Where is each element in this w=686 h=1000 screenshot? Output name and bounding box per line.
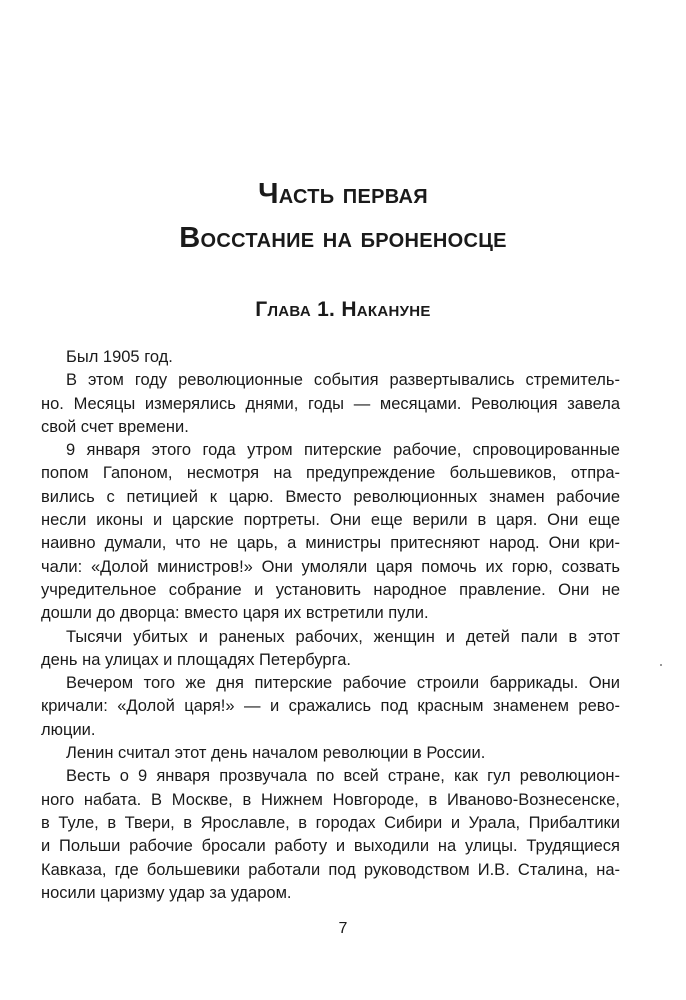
text-line: Весть о 9 января прозвучала по всей стране, как гул революцион- — [66, 767, 620, 786]
text-line: день на улицах и площадях Петербурга. — [41, 650, 351, 669]
text-line: дошли до дворца: вместо царя их встретили пули. — [41, 604, 429, 623]
text-line: попом Гапоном, несмотря на предупреждение большевиков, отпра- — [41, 464, 620, 483]
text-line: носили царизму удар за ударом. — [41, 883, 292, 902]
text-line: кричали: «Долой царя!» — и сражались под красным знаменем рево- — [41, 697, 620, 716]
text-line: В этом году революционные события развертывались стремитель- — [66, 371, 620, 390]
text-line: Вечером того же дня питерские рабочие строили баррикады. Они — [66, 674, 620, 693]
print-speck — [660, 664, 662, 666]
text-line: в Туле, в Твери, в Ярославле, в городах Сибири и Урала, Прибалтики — [41, 813, 620, 832]
text-line: наивно думали, что не царь, а министры притесняют народ. Они кри- — [41, 534, 620, 553]
chapter-body — [41, 346, 620, 905]
text-line: но. Месяцы измерялись днями, годы — месяцами. Революция завела — [41, 394, 620, 413]
chapter-title: Глава 1. Накануне — [255, 298, 431, 321]
text-line: учредительное собрание и установить народное правление. Они не — [41, 580, 620, 599]
text-line: Тысячи убитых и раненых рабочих, женщин и детей пали в этот — [66, 627, 620, 646]
text-line: люции. — [41, 720, 96, 739]
text-line: свой счет времени. — [41, 417, 189, 436]
text-line: чали: «Долой министров!» Они умоляли царя помочь их горю, созвать — [41, 557, 620, 576]
text-line: ного набата. В Москве, в Нижнем Новгороде, в Иваново-Вознесенске, — [41, 790, 620, 809]
text-line: Был 1905 год. — [66, 348, 173, 366]
text-line: и Польши рабочие бросали работу и выходили на улицы. Трудящиеся — [41, 837, 620, 856]
part-title-line2: Восстание на броненосце — [179, 222, 507, 254]
text-line: вились с петицией к царю. Вместо революционных знамен рабочие — [41, 487, 620, 506]
part-title-line1: Часть первая — [258, 178, 428, 210]
page-number: 7 — [338, 920, 348, 937]
text-line: несли иконы и царские портреты. Они еще верили в царя. Они еще — [41, 511, 620, 530]
text-line: Ленин считал этот день началом революции в России. — [66, 744, 486, 763]
text-line: 9 января этого года утром питерские рабочие, спровоцированные — [66, 441, 620, 460]
text-line: Кавказа, где большевики работали под руководством И.В. Сталина, на- — [41, 860, 620, 879]
